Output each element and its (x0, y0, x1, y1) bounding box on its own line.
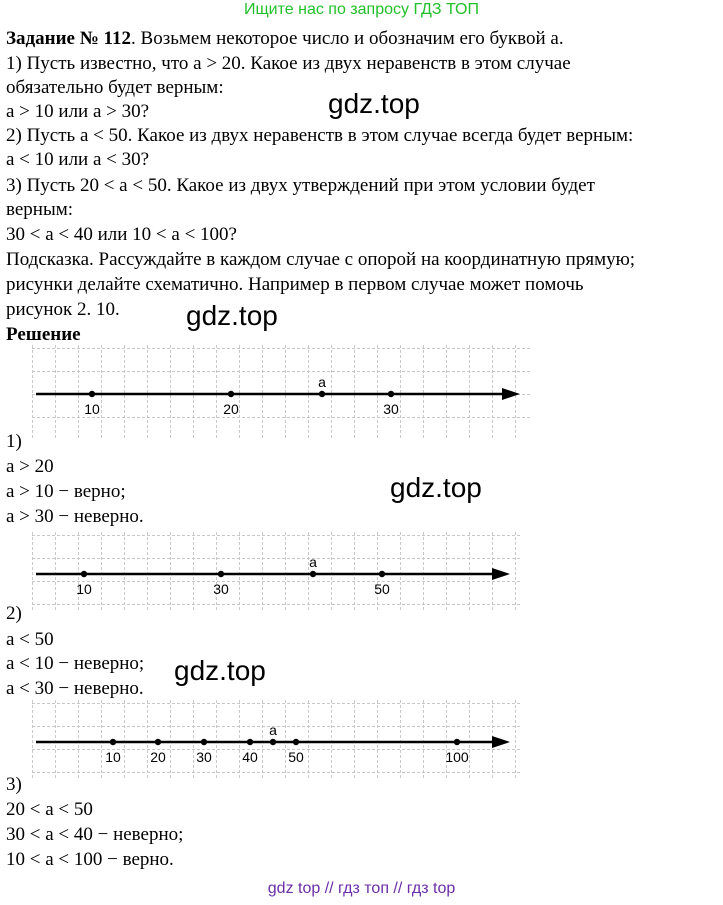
tick-label: 50 (374, 581, 390, 597)
task-line: 3) Пусть 20 < a < 50. Какое из двух утверждений при этом условии будет (6, 175, 595, 196)
task-line: рисунок 2. 10. (6, 299, 120, 320)
number-line-3 (32, 700, 522, 780)
tick-label: 10 (84, 401, 100, 417)
part-number: 2) (6, 603, 22, 624)
tick-point (228, 391, 234, 397)
watermark: gdz.top (186, 300, 278, 331)
task-line: 30 < a < 40 или 10 < a < 100? (6, 224, 237, 245)
a-label: a (309, 554, 317, 570)
a-point (310, 571, 316, 577)
part-line: a < 50 (6, 629, 54, 650)
tick-point (218, 571, 224, 577)
tick-point (379, 571, 385, 577)
axis-arrow (492, 568, 510, 580)
tick-label: 20 (223, 401, 239, 417)
grid (32, 532, 522, 612)
grid (32, 345, 532, 440)
watermark: gdz.top (174, 655, 266, 686)
part-line: a > 20 (6, 456, 54, 477)
task-intro: . Возьмем некоторое число и обозначим его буквой a. (131, 28, 564, 49)
tick-label: 40 (242, 749, 258, 765)
tick-point (454, 739, 460, 745)
a-point (270, 739, 276, 745)
task-title: Задание № 112 (6, 28, 132, 49)
task-line: 2) Пусть a < 50. Какое из двух неравенств в этом случае всегда будет верным: (6, 125, 634, 146)
task-line: обязательно будет верным: (6, 77, 224, 98)
tick-point (89, 391, 95, 397)
a-label: a (318, 374, 326, 390)
number-line-1 (32, 345, 532, 440)
task-title-line (6, 27, 564, 51)
tick-label: 10 (76, 581, 92, 597)
part-line: a > 30 − неверно. (6, 506, 144, 527)
tick-label: 100 (445, 749, 469, 765)
part-line: a > 10 − верно; (6, 481, 126, 502)
tick-label: 20 (150, 749, 166, 765)
number-line-2 (32, 532, 522, 612)
task-line: рисунки делайте схематично. Например в первом случае может помочь (6, 274, 584, 295)
part-line: 10 < a < 100 − верно. (6, 849, 174, 870)
tick-label: 30 (383, 401, 399, 417)
task-line: верным: (6, 199, 74, 220)
part-number: 1) (6, 431, 22, 452)
top-banner: Ищите нас по запросу ГДЗ ТОП (244, 1, 479, 18)
watermark: gdz.top (328, 88, 420, 119)
part-number: 3) (6, 774, 22, 795)
solution-heading-text: Решение (6, 324, 81, 345)
tick-label: 30 (196, 749, 212, 765)
solution-heading (6, 323, 81, 347)
axis-arrow (492, 736, 510, 748)
axis-arrow (502, 388, 520, 400)
tick-point (293, 739, 299, 745)
task-line: 1) Пусть известно, что a > 20. Какое из двух неравенств в этом случае (6, 53, 571, 74)
tick-point (201, 739, 207, 745)
grid (32, 700, 522, 780)
tick-point (388, 391, 394, 397)
tick-point (110, 739, 116, 745)
part-line: 20 < a < 50 (6, 799, 93, 820)
tick-label: 10 (105, 749, 121, 765)
a-point (319, 391, 325, 397)
task-line: Подсказка. Рассуждайте в каждом случае с опорой на координатную прямую; (6, 249, 636, 270)
task-line: a < 10 или a < 30? (6, 149, 150, 170)
part-line: a < 10 − неверно; (6, 653, 145, 674)
watermark: gdz.top (390, 472, 482, 503)
tick-label: 50 (288, 749, 304, 765)
part-line: a < 30 − неверно. (6, 678, 144, 699)
tick-label: 30 (213, 581, 229, 597)
tick-point (155, 739, 161, 745)
tick-point (247, 739, 253, 745)
tick-point (81, 571, 87, 577)
task-line: a > 10 или a > 30? (6, 101, 150, 122)
part-line: 30 < a < 40 − неверно; (6, 824, 184, 845)
a-label: a (269, 722, 277, 738)
footer-links: gdz top // гдз топ // гдз top (267, 880, 456, 897)
